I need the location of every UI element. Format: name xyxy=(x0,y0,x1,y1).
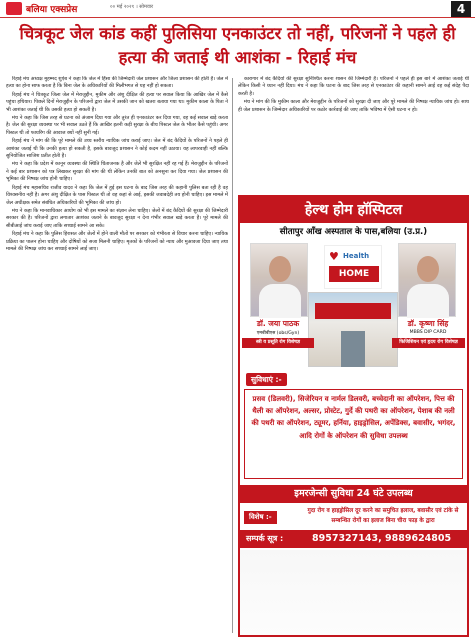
hospital-advertisement xyxy=(238,195,469,637)
article-paragraph: मंच ने कहा कि मानवाधिकार आयोग को भी इस मामले का संज्ञान लेना चाहिए। जेलों में बंद कैदियों की सुरक्षा की जिम्मेदारी सरकार की है। परिजनों द्वारा लगातार आशंका जताने के बावजूद सुरक्षा न देना गंभीर सवाल खड़े करता है। पूरे मामले की सीबीआई जांच कराई जाए ताकि सच्चाई सामने आ सके। xyxy=(6,207,228,229)
doctor-photo-left xyxy=(250,243,308,317)
article-paragraph: मंच ने कहा कि प्रदेश में कानून व्यवस्था की स्थिति चिंताजनक है और जेलें भी सुरक्षित नहीं रह गई हैं। मेराजुद्दीन के परिजनों ने कई बार प्रशासन को पत्र लिखकर सुरक्षा की मांग की थी लेकिन उनकी बात को अनसुना कर दिया गया। जेल प्रशासन की भूमिका की निष्पक्ष जांच होनी चाहिए। xyxy=(6,161,228,183)
emergency-banner: इमरजेन्सी सुविधा 24 घंटे उपलब्ध xyxy=(240,485,467,503)
doctor-left-specialty: स्त्री व प्रसूति रोग विशेषज्ञ xyxy=(242,338,314,348)
logo-text-home: HOME xyxy=(329,266,379,282)
doctor-left-qualification: एमबीबीएस (obs/Gyn) xyxy=(256,331,300,336)
contact-label: सम्पर्क सूत्र : xyxy=(246,534,284,543)
newspaper-name: बलिया एक्सप्रेस xyxy=(26,5,78,15)
doctor-right-name: डॉ. कृष्णा सिंह xyxy=(407,319,449,328)
doctor-photo-right xyxy=(398,243,456,317)
page-number: 4 xyxy=(451,1,471,17)
edition-date: ०० मई २०२१ । सोमवार xyxy=(110,4,154,10)
facilities-label: सुविधाएं :- xyxy=(246,373,287,386)
special-label: विशेष :- xyxy=(244,511,277,524)
article-column-right xyxy=(238,76,469,192)
facilities-list: प्रसव (डिलवरी), सिजेरियन व नार्मल डिलवरी, बच्चेदानी का ऑपरेशन, पित्त की थैली का ऑपरेशन, अल्सर, प्रोस्टेट, गुर्दे की पथरी का ऑपरेशन, पेशाब की नली की पथरी का ऑपरेशन, ट्यूमर, हर्निया, हाइड्रोसिल, अपेंडिक्स, बवासीर, भगंदर, आदि रोगों के ऑपरेशन की सुविधा उपलब्ध xyxy=(244,389,463,479)
article-paragraph: रिहाई मंच ने मांग की कि पूरे मामले की उच्च स्तरीय न्यायिक जांच कराई जाए। जेल में बंद कैदियों के परिजनों ने पहले ही आशंका जताई थी कि उनकी हत्या हो सकती है, इसके बावजूद प्रशासन ने कोई कदम नहीं उठाया। यह लापरवाही नहीं बल्कि सुनियोजित साजिश प्रतीत होती है। xyxy=(6,138,228,160)
doctor-right-qualification: MBBS DIP CARD xyxy=(409,330,447,335)
contact-phone-numbers: 8957327143, 9889624805 xyxy=(312,533,452,544)
column-divider xyxy=(232,78,233,633)
contact-bar xyxy=(240,530,467,548)
masthead xyxy=(0,0,475,18)
building-signboard xyxy=(315,303,391,319)
health-home-logo xyxy=(324,245,382,289)
doctor-face xyxy=(269,256,291,282)
ad-address: सीतापुर आँख अस्पताल के पास,बलिया (उ.प्र.) xyxy=(279,227,428,237)
article-paragraph: मंच ने कहा कि जिस तरह से घटना को अंजाम दिया गया और तुरंत ही एनकाउंटर कर दिया गया, वह कई सवाल खड़े करता है। जेल की सुरक्षा व्यवस्था पर भी सवाल उठते हैं कि आखिर इतनी कड़ी सुरक्षा के बीच पिस्टल जेल के भीतर कैसे पहुंची। अगर पिस्टल थी तो फायरिंग की आवाज क्यों नहीं सुनी गई। xyxy=(6,115,228,136)
article-paragraph: रिहाई मंच महासचिव राजीव यादव ने कहा कि जेल में हुई इस घटना के बाद जिस तरह की कहानी पुलिस बता रही है वह विश्वसनीय नहीं है। अगर अंशु दीक्षित के पास पिस्टल थी तो वह कहां से आई, इसकी जवाबदेही तय होनी चाहिए। इस मामले में जेल अधीक्षक समेत संबंधित अधिकारियों की भूमिका की जांच हो। xyxy=(6,184,228,206)
newspaper-logo-icon xyxy=(6,2,22,15)
doctor-coat xyxy=(407,284,449,318)
hospital-building-photo xyxy=(308,292,398,367)
article-paragraph: रिहाई मंच ने चित्रकूट जिला जेल में मेराजुद्दीन, मुकीम और अंशु दीक्षित की हत्या पर सवाल किया कि आखिर जेल में कैसे पहुंचा हथियार। पिछले दिनों मेराजुद्दीन के परिजनों द्वारा जेल में उसकी जान को खतरा बताया गया था। मुकीम काला के पिता ने भी आशंका जताई थी कि उसकी हत्या हो सकती है। xyxy=(6,91,228,113)
logo-text-health: Health xyxy=(343,252,370,260)
doctor-coat xyxy=(259,284,301,318)
article-column-left xyxy=(6,76,228,636)
article-paragraph: कारागार में बंद कैदियों की सुरक्षा सुनिश्चित करना शासन की जिम्मेदारी है। परिजनों ने पहले ही इस बारे में आशंका जताई थी लेकिन किसी ने ध्यान नहीं दिया। मंच ने कहा कि घटना के बाद जिस तरह से एनकाउंटर की कहानी सामने आई वह कई संदेह पैदा करती है। xyxy=(238,76,469,97)
special-text: गुदा रोग व हाइड्रोसिल दूर करने का समुचित इलाज, बवासीर एवं टांके से सम्बन्धित रोगों का इलाज बिना चीरा फाड़ के द्वारा xyxy=(307,508,459,524)
doctor-left-name: डॉ. जया पाठक xyxy=(256,319,300,328)
article-paragraph: मंच ने मांग की कि मुकीम काला और मेराजुद्दीन के परिजनों को सुरक्षा दी जाए और पूरे मामले की निष्पक्ष न्यायिक जांच हो। साथ ही जेल प्रशासन के जिम्मेदार अधिकारियों पर कठोर कार्रवाई की जाए ताकि भविष्य में ऐसी घटना न हो। xyxy=(238,99,469,113)
doctor-face xyxy=(417,256,439,282)
ad-bottom-area xyxy=(240,550,467,635)
article-paragraph: रिहाई मंच अध्यक्ष मुहम्मद शुऐब ने कहा कि जेल में हिंसा की जिम्मेदारी जेल प्रशासन और जिला प्रशासन की होती है। जेल में हत्या का होना साफ करता है कि बिना जेल के अधिकारियों की मिलीभगत से यह नहीं हो सकता। xyxy=(6,76,228,90)
heart-icon: ♥ xyxy=(329,250,339,263)
building-door xyxy=(341,331,365,367)
article-headline: चित्रकूट जेल कांड कहीं पुलिसिया एनकाउंटर तो नहीं, परिजनों ने पहले ही हत्या की जताई थी आशंका - रिहाई मंच xyxy=(19,24,456,67)
article-paragraph: रिहाई मंच ने कहा कि पुलिस हिरासत और जेलों में होने वाली मौतों पर सरकार को गंभीरता से विचार करना चाहिए। न्यायिक प्रक्रिया का पालन होना चाहिए और दोषियों को सजा मिलनी चाहिए। मृतकों के परिजनों को न्याय और मुआवजा दिया जाए तथा मामले की निष्पक्ष जांच कर सच्चाई सामने लाई जाए। xyxy=(6,231,228,252)
ad-header: हेल्थ होम हॉस्पिटल xyxy=(240,197,467,223)
doctor-right-specialty: फिजिशियन एवं हृदय रोग विशेषज्ञ xyxy=(392,338,465,348)
